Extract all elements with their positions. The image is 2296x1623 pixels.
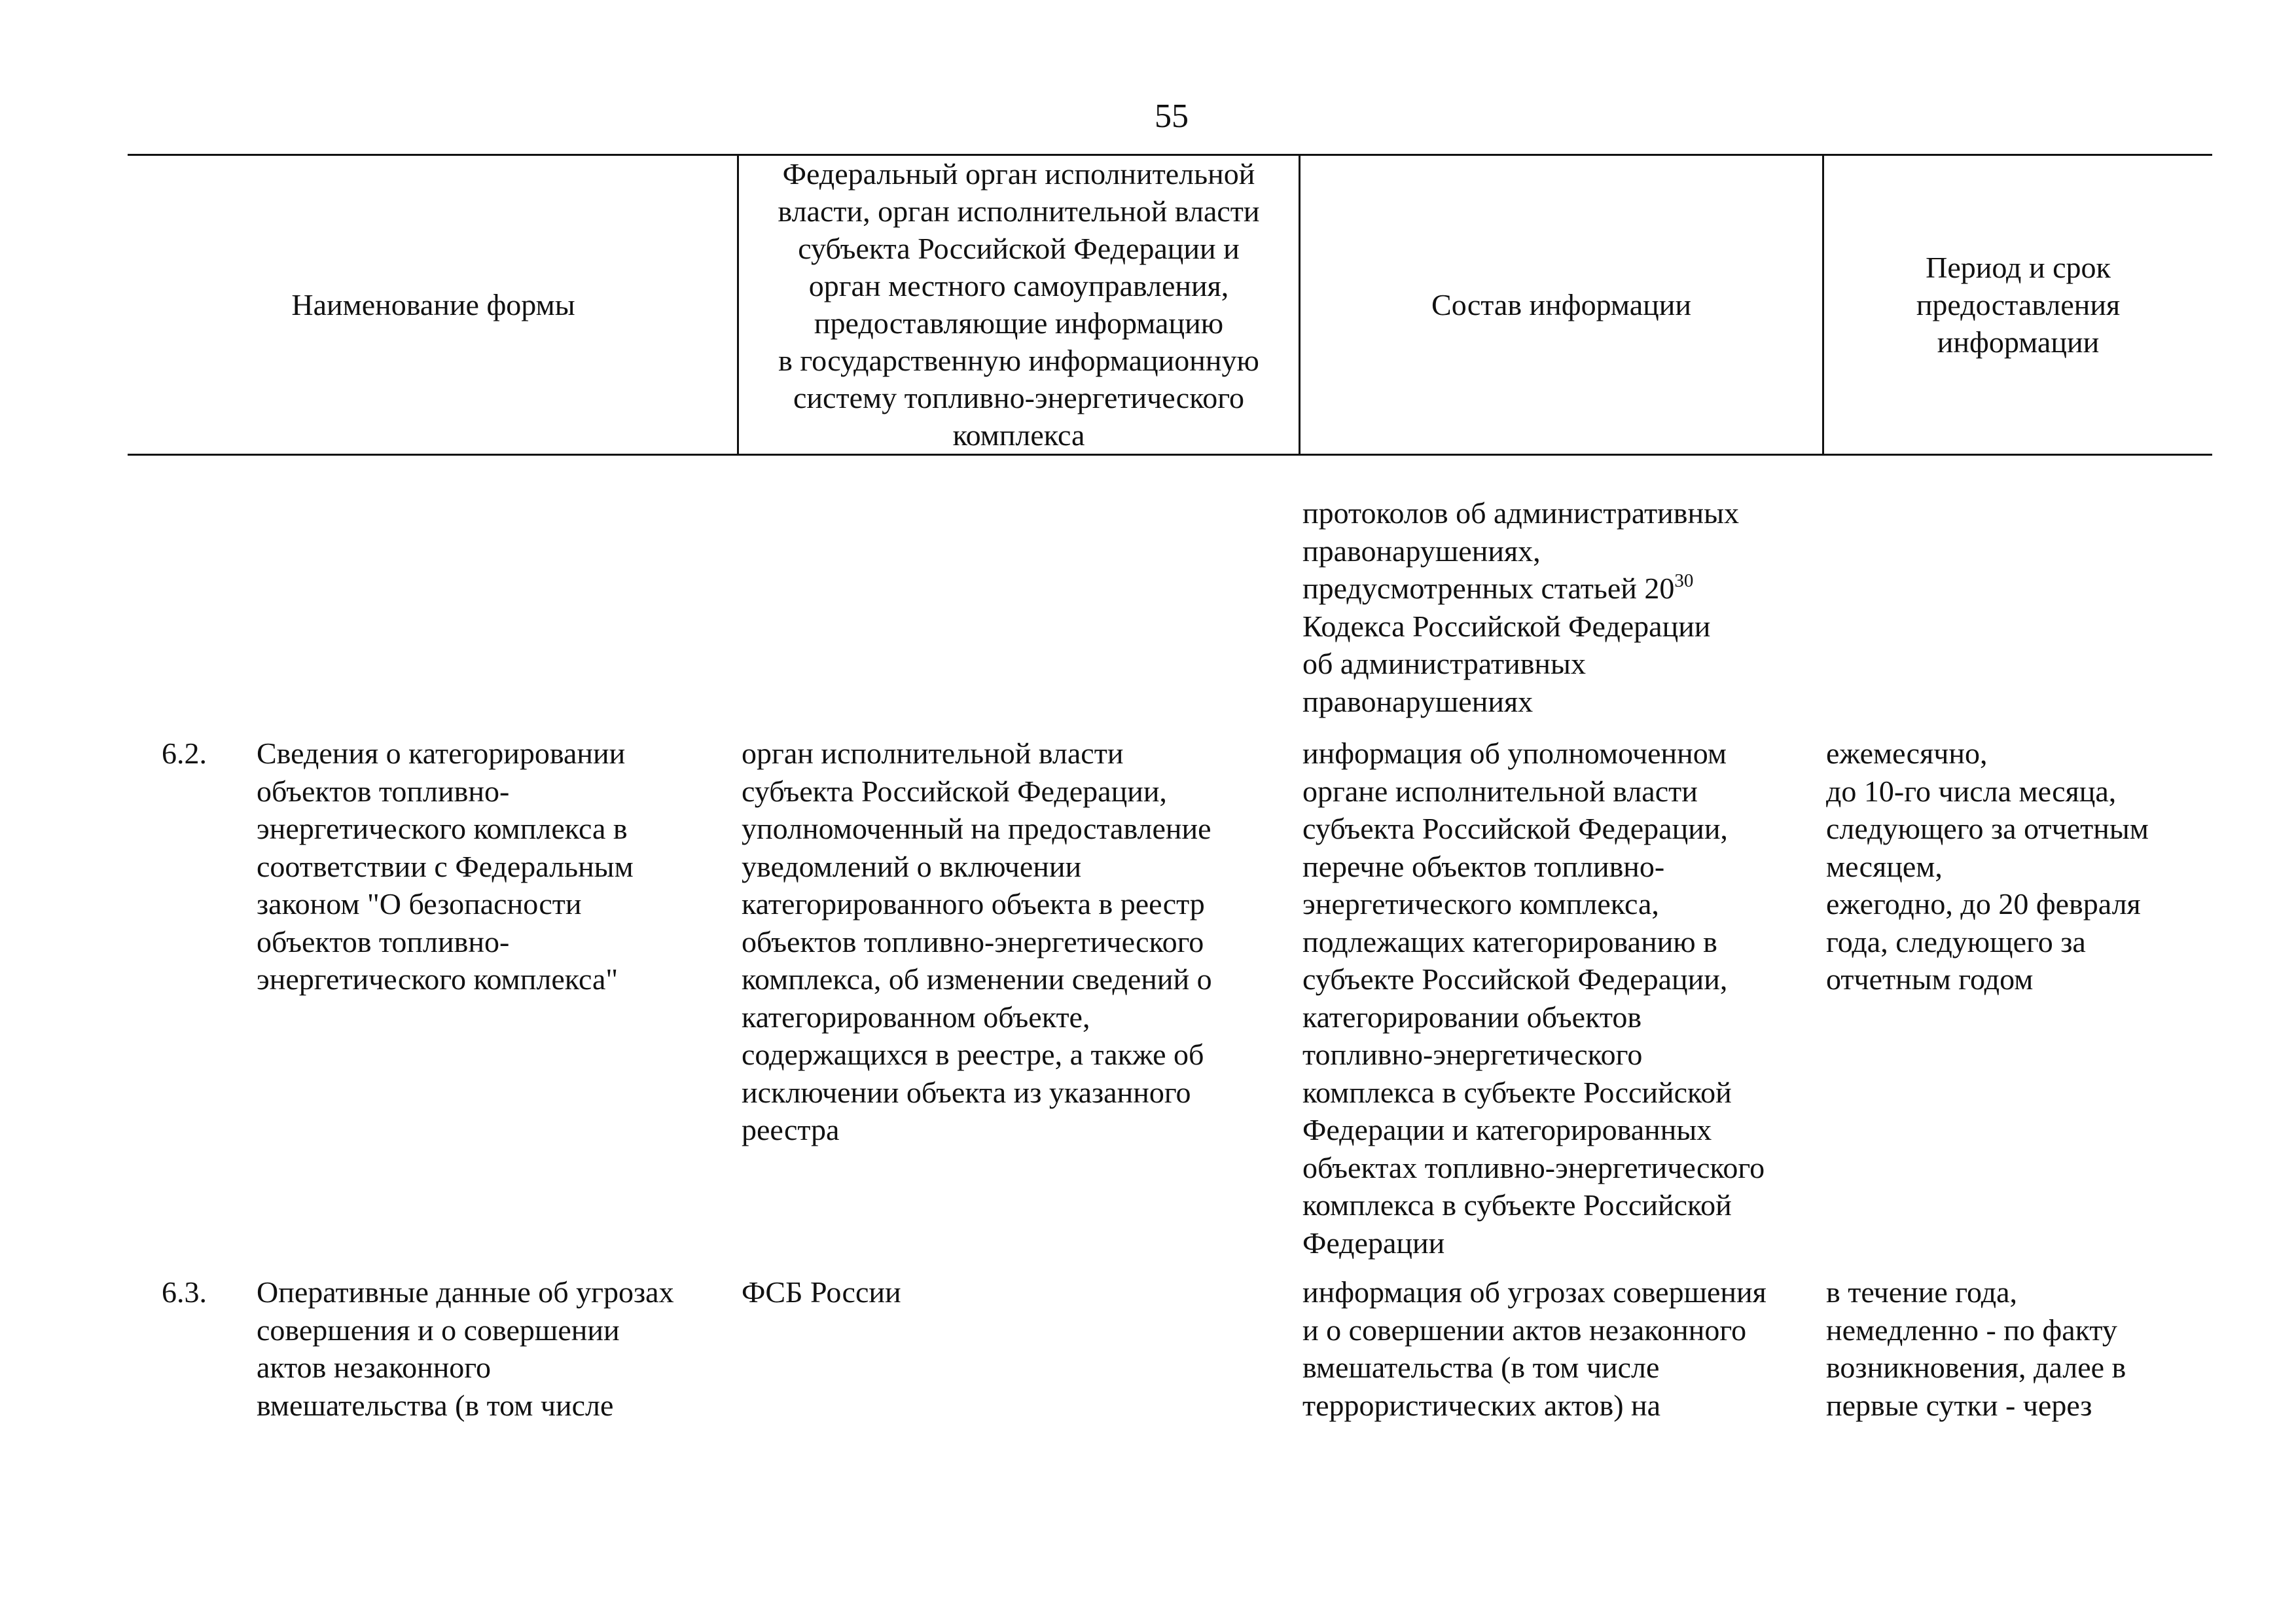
row-6-3-authority: ФСБ России bbox=[742, 1275, 901, 1309]
header-authority bbox=[739, 155, 1299, 454]
header-content-text: Состав информации bbox=[1431, 287, 1691, 321]
row-6-2-authority: орган исполнительной власти субъекта Российской Федерации, уполномоченный на предоставление уведомлений о включении категорированного объекта в реестр объектов топливно-энергетического комплекса, об изменении сведений о категорированном объекте, содержащихся в реестре, а также об исключении объекта из указанного реестра bbox=[742, 737, 1212, 1146]
row-6-2-name: Сведения о категорировании объектов топливно- энергетического комплекса в соответствии с Федеральным законом "О безопасности объектов топливно- энергетического комплекса" bbox=[257, 737, 634, 996]
header-period-text: Период и срок предоставления информации bbox=[1916, 250, 2121, 359]
row-6-2-number: 6.2. bbox=[162, 737, 207, 770]
row-6-3-period: в течение года, немедленно - по факту возникновения, далее в первые сутки - через bbox=[1826, 1275, 2126, 1422]
header-period bbox=[1824, 155, 2212, 454]
continuation-content bbox=[1302, 494, 1739, 720]
continuation-text-end: Кодекса Российской Федерации об административных правонарушениях bbox=[1302, 609, 1711, 718]
header-form-name bbox=[130, 155, 737, 454]
header-authority-text: Федеральный орган исполнительной власти, орган исполнительной власти субъекта Российской Федерации и орган местного самоуправления, предоставляющие информацию в государственную информационную систему топливно-энергетического комплекса bbox=[778, 157, 1260, 452]
row-6-3-name: Оперативные данные об угрозах совершения и о совершении актов незаконного вмешательства (в том числе bbox=[257, 1275, 674, 1422]
article-superscript: 30 bbox=[1674, 570, 1694, 591]
header-content bbox=[1300, 155, 1822, 454]
continuation-text-start: протоколов об административных правонарушениях, предусмотренных статьей 20 bbox=[1302, 496, 1740, 605]
row-6-2-content: информация об уполномоченном органе исполнительной власти субъекта Российской Федерации, перечне объектов топливно- энергетического комплекса, подлежащих категорированию в субъекте Российской Федерации, категорировании объектов топливно-энергетического комплекса в субъекте Российской Федерации и категорированных объектах топливно-энергетического комплекса в субъекте Российской Федерации bbox=[1302, 737, 1765, 1260]
page-number: 55 bbox=[1155, 98, 1189, 135]
table-header-bottom-rule bbox=[128, 454, 2212, 456]
row-6-3-number: 6.3. bbox=[162, 1275, 207, 1309]
header-form-name-text: Наименование формы bbox=[291, 287, 575, 321]
row-6-3-content: информация об угрозах совершения и о совершении актов незаконного вмешательства (в том числе террористических актов) на bbox=[1302, 1275, 1767, 1422]
row-6-2-period: ежемесячно, до 10-го числа месяца, следующего за отчетным месяцем, ежегодно, до 20 февраля года, следующего за отчетным годом bbox=[1826, 737, 2149, 996]
